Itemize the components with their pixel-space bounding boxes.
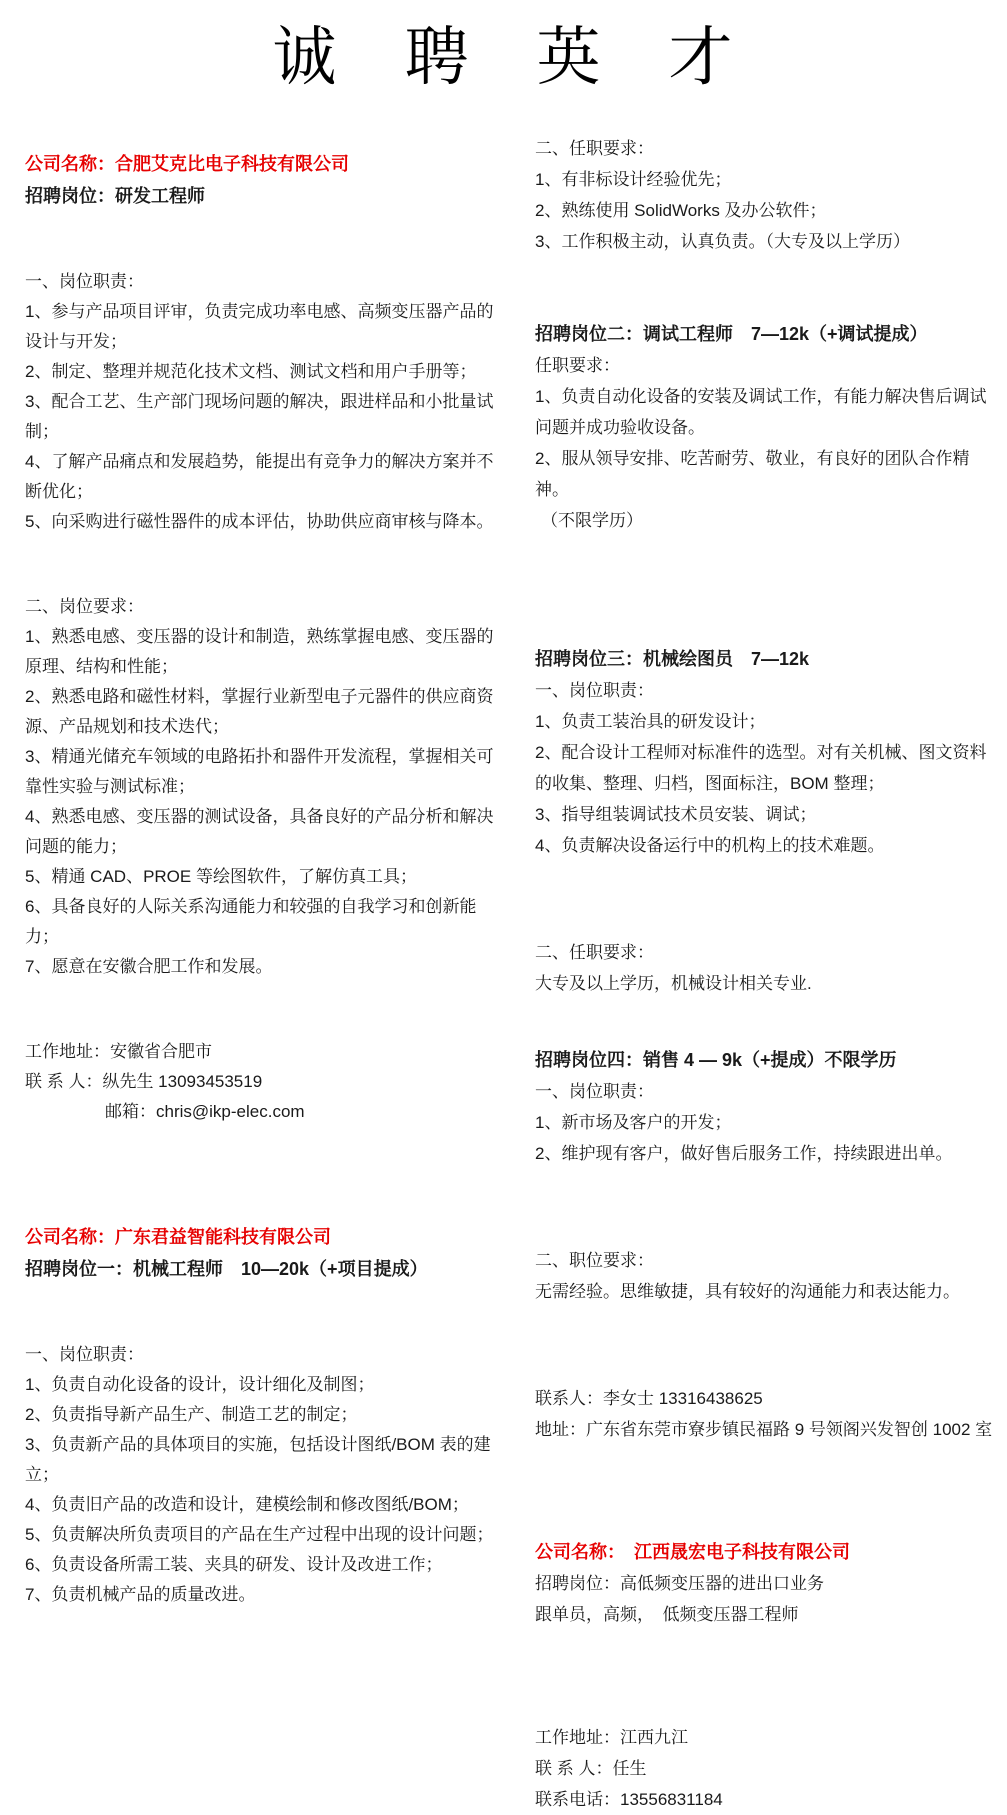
list-item: 2、维护现有客户，做好售后服务工作，持续跟进出单。 (535, 1144, 953, 1163)
spacer (25, 1301, 509, 1324)
spacer (535, 552, 999, 582)
contact-line: 联 系 人：任生 (535, 1759, 647, 1778)
company-name: 公司名称： 江西晟宏电子科技有限公司 (535, 1542, 850, 1562)
list-item: 5、精通 CAD、PROE 等绘图软件，了解仿真工具； (25, 867, 417, 886)
section-heading: 一、岗位职责： (535, 681, 654, 700)
job-heading: 招聘岗位一：机械工程师 10—20k（+项目提成） (25, 1259, 428, 1279)
spacer (25, 998, 509, 1021)
section-heading: 二、任职要求： (535, 139, 654, 158)
section-heading: 二、职位要求： (535, 1251, 654, 1270)
list-item: 6、具备良好的人际关系沟通能力和较强的自我学习和创新能力； (25, 897, 477, 946)
text-line: 大专及以上学历，机械设计相关专业. (535, 974, 812, 993)
list-item: 4、了解产品痛点和发展趋势，能提出有竞争力的解决方案并不断优化； (25, 452, 494, 501)
list-item: 4、负责解决设备运行中的机构上的技术难题。 (535, 836, 885, 855)
job-heading: 招聘岗位二：调试工程师 7—12k（+调试提成） (535, 324, 928, 344)
list-item: 2、服从领导安排、吃苦耐劳、敬业，有良好的团队合作精神。 (535, 449, 970, 499)
job-heading: 招聘岗位四：销售 4 — 9k（+提成）不限学历 (535, 1050, 897, 1070)
contact-line: 联 系 人：纵先生 13093453519 (25, 1072, 263, 1091)
list-item: 3、工作积极主动，认真负责。（大专及以上学历） (535, 232, 910, 251)
list-item: 2、熟练使用 SolidWorks 及办公软件； (535, 201, 827, 220)
spacer (25, 553, 509, 576)
list-item: 1、负责工装治具的研发设计； (535, 712, 766, 731)
left-column (25, 148, 509, 1610)
text-line: 无需经验。思维敏捷，具有较好的沟通能力和表达能力。 (535, 1282, 960, 1301)
contact-line: 邮箱：chris@ikp-elec.com (105, 1102, 305, 1121)
section-heading: 一、岗位职责： (535, 1082, 654, 1101)
list-item: 3、负责新产品的具体项目的实施，包括设计图纸/BOM 表的建立； (25, 1435, 491, 1484)
list-item: 1、有非标设计经验优先； (535, 170, 732, 189)
list-item: 7、愿意在安徽合肥工作和发展。 (25, 957, 273, 976)
spacer (535, 877, 999, 891)
section-heading: 一、岗位职责： (25, 272, 144, 291)
page-title: 诚 聘 英 才 (272, 22, 735, 93)
spacer (535, 1353, 999, 1367)
list-item: 1、新市场及客户的开发； (535, 1113, 732, 1132)
section-heading: 二、岗位要求： (25, 597, 144, 616)
list-item: 2、负责指导新产品生产、制造工艺的制定； (25, 1405, 358, 1424)
text-line: 跟单员，高频， 低频变压器工程师 (535, 1605, 799, 1624)
spacer (25, 1143, 509, 1166)
list-item: 4、负责旧产品的改造和设计，建模绘制和修改图纸/BOM； (25, 1495, 469, 1514)
list-item: 7、负责机械产品的质量改进。 (25, 1585, 256, 1604)
company-name: 公司名称：广东君益智能科技有限公司 (25, 1227, 331, 1247)
note-line: （不限学历） (541, 511, 643, 530)
list-item: 5、负责解决所负责项目的产品在生产过程中出现的设计问题； (25, 1525, 494, 1544)
spacer (535, 1215, 999, 1229)
spacer (535, 273, 999, 303)
spacer (535, 1015, 999, 1029)
spacer (535, 1185, 999, 1199)
section-heading: 一、岗位职责： (25, 1345, 144, 1364)
list-item: 1、负责自动化设备的安装及调试工作，有能力解决售后调试问题并成功验收设备。 (535, 387, 987, 437)
spacer (25, 1182, 509, 1205)
spacer (535, 598, 999, 628)
contact-line: 地址：广东省东莞市寮步镇民福路 9 号领阁兴发智创 1002 室 (535, 1420, 993, 1439)
spacer (535, 1676, 999, 1706)
list-item: 3、精通光储充车领域的电路拓扑和器件开发流程，掌握相关可靠性实验与测试标准； (25, 747, 494, 796)
section-heading: 二、任职要求： (535, 943, 654, 962)
list-item: 2、制定、整理并规范化技术文档、测试文档和用户手册等； (25, 362, 477, 381)
list-item: 6、负责设备所需工装、夹具的研发、设计及改进工作； (25, 1555, 443, 1574)
list-item: 2、熟悉电路和磁性材料，掌握行业新型电子元器件的供应商资源、产品规划和技术迭代； (25, 687, 494, 736)
contact-line: 工作地址：安徽省合肥市 (25, 1042, 212, 1061)
list-item: 5、向采购进行磁性器件的成本评估，协助供应商审核与降本。 (25, 512, 494, 531)
list-item: 1、负责自动化设备的设计，设计细化及制图； (25, 1375, 375, 1394)
contact-line: 联系人：李女士 13316438625 (535, 1389, 763, 1408)
list-item: 3、指导组装调试技术员安装、调试； (535, 805, 817, 824)
spacer (535, 1646, 999, 1660)
list-item: 3、配合工艺、生产部门现场问题的解决，跟进样品和小批量试制； (25, 392, 494, 441)
job-heading: 招聘岗位：研发工程师 (25, 186, 205, 206)
list-item: 4、熟悉电感、变压器的测试设备，具备良好的产品分析和解决问题的能力； (25, 807, 494, 856)
list-item: 1、参与产品项目评审，负责完成功率电感、高频变压器产品的设计与开发； (25, 302, 494, 351)
list-item: 1、熟悉电感、变压器的设计和制造，熟练掌握电感、变压器的原理、结构和性能； (25, 627, 494, 676)
company-name: 公司名称：合肥艾克比电子科技有限公司 (25, 154, 349, 174)
contact-line: 联系电话：13556831184 (535, 1790, 723, 1809)
spacer (25, 228, 509, 251)
job-heading: 招聘岗位三：机械绘图员 7—12k (535, 649, 810, 669)
spacer (535, 1323, 999, 1337)
list-item: 2、配合设计工程师对标准件的选型。对有关机械、图文资料的收集、整理、归档，图面标注，BOM 整理； (535, 743, 987, 793)
spacer (535, 1461, 999, 1475)
contact-line: 工作地址：江西九江 (535, 1728, 688, 1747)
right-column (535, 133, 999, 1815)
section-heading: 任职要求： (535, 356, 620, 375)
spacer (535, 1491, 999, 1521)
text-line: 招聘岗位：高低频变压器的进出口业务 (535, 1574, 824, 1593)
spacer (535, 907, 999, 921)
